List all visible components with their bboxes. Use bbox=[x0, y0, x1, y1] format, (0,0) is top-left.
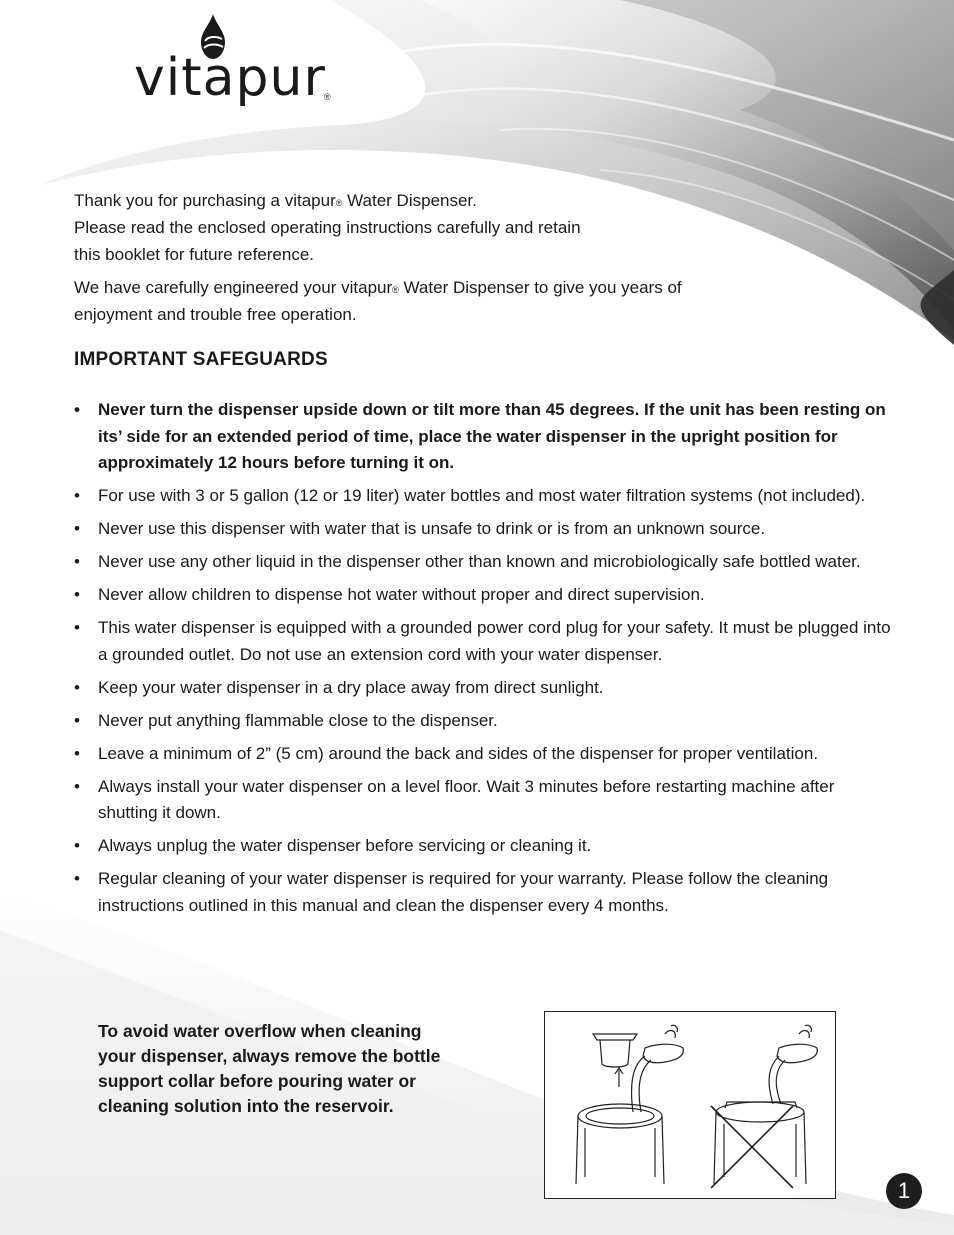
list-item-text: Never use this dispenser with water that is unsafe to drink or is from an unknown source. bbox=[98, 519, 766, 538]
intro-para2-reg: ® bbox=[392, 285, 399, 295]
list-item bbox=[74, 397, 894, 477]
list-item bbox=[74, 675, 894, 702]
bullet-icon: • bbox=[74, 776, 80, 796]
cross-out-icon bbox=[711, 1106, 793, 1188]
note-line3: support collar before pouring water or bbox=[98, 1071, 416, 1091]
safeguards-heading: IMPORTANT SAFEGUARDS bbox=[74, 349, 328, 370]
note-line2: your dispenser, always remove the bottle bbox=[98, 1046, 441, 1066]
brand-reg-mark: ® bbox=[324, 92, 331, 102]
list-item bbox=[74, 866, 894, 919]
intro-para2-post-a: Water Dispenser to give you years of bbox=[398, 278, 682, 297]
pouring-hand-icon bbox=[769, 1025, 817, 1104]
list-item bbox=[74, 708, 894, 735]
cleaning-illustration bbox=[544, 1011, 836, 1199]
list-item-text: Never use any other liquid in the dispenser other than known and microbiologically safe bottled water. bbox=[98, 552, 861, 571]
note-line4: cleaning solution into the reservoir. bbox=[98, 1096, 394, 1116]
list-item bbox=[74, 774, 894, 827]
bullet-icon: • bbox=[74, 836, 80, 855]
list-item bbox=[74, 483, 894, 510]
list-item-text: This water dispenser is equipped with a grounded power cord plug for your safety. It must be plugged into a grounded outlet. Do not use an extension cord with your water dispenser. bbox=[98, 618, 891, 664]
list-item bbox=[74, 741, 894, 768]
list-item-text: Keep your water dispenser in a dry place away from direct sunlight. bbox=[98, 677, 604, 697]
pouring-hand-icon bbox=[632, 1025, 684, 1112]
brand-logo bbox=[134, 14, 344, 118]
cleaning-illustration-drawing bbox=[545, 1012, 835, 1198]
overflow-warning bbox=[98, 1019, 508, 1119]
note-line1: To avoid water overflow when cleaning bbox=[98, 1021, 422, 1041]
intro-para2-pre: We have carefully engineered your vitapur bbox=[74, 278, 393, 297]
bullet-icon: • bbox=[74, 585, 80, 604]
bullet-icon: • bbox=[74, 869, 80, 888]
bullet-icon: • bbox=[74, 743, 80, 763]
list-item bbox=[74, 582, 894, 609]
list-item bbox=[74, 833, 894, 860]
intro-line1-pre: Thank you for purchasing a vitapur bbox=[74, 191, 336, 210]
collar-icon bbox=[593, 1034, 637, 1067]
intro-paragraph-1 bbox=[74, 187, 794, 268]
bullet-icon: • bbox=[74, 552, 80, 571]
safeguards-list bbox=[74, 397, 894, 926]
page-number: 1 bbox=[886, 1173, 922, 1209]
intro-para2-post-b: enjoyment and trouble free operation. bbox=[74, 305, 357, 324]
list-item-text: Regular cleaning of your water dispenser is required for your warranty. Please follow the cleaning instructions outlined in this manual and clean the dispenser every 4 months. bbox=[98, 869, 829, 915]
intro-line1-post: Water Dispenser. bbox=[342, 191, 477, 210]
list-item-text: Never put anything flammable close to the dispenser. bbox=[98, 710, 498, 730]
intro-line2: Please read the enclosed operating instructions carefully and retain bbox=[74, 218, 581, 237]
bullet-icon: • bbox=[74, 710, 80, 730]
bullet-icon: • bbox=[74, 486, 80, 505]
list-item-text: Always unplug the water dispenser before servicing or cleaning it. bbox=[98, 836, 592, 855]
intro-text bbox=[74, 187, 794, 328]
list-item bbox=[74, 516, 894, 543]
bullet-icon: • bbox=[74, 519, 80, 538]
list-item-text: Never turn the dispenser upside down or tilt more than 45 degrees. If the unit has been resting on its’ side for an extended period of time, place the water dispenser in the upright position for approximately 12 hours before turning it on. bbox=[98, 400, 886, 472]
intro-line3: this booklet for future reference. bbox=[74, 245, 315, 264]
list-item bbox=[74, 615, 894, 668]
list-item-text: Leave a minimum of 2” (5 cm) around the back and sides of the dispenser for proper ventilation. bbox=[98, 743, 819, 763]
bullet-icon: • bbox=[74, 400, 80, 419]
list-item bbox=[74, 549, 894, 576]
bullet-icon: • bbox=[74, 618, 80, 637]
list-item-text: For use with 3 or 5 gallon (12 or 19 liter) water bottles and most water filtration systems (not included). bbox=[98, 486, 866, 505]
intro-paragraph-2 bbox=[74, 274, 794, 328]
list-item-text: Always install your water dispenser on a level floor. Wait 3 minutes before restarting machine after shutting it down. bbox=[98, 776, 835, 822]
brand-name: vitapur bbox=[134, 48, 326, 108]
list-item-text: Never allow children to dispense hot water without proper and direct supervision. bbox=[98, 585, 705, 604]
bullet-icon: • bbox=[74, 677, 80, 697]
intro-line1-reg: ® bbox=[335, 198, 343, 208]
